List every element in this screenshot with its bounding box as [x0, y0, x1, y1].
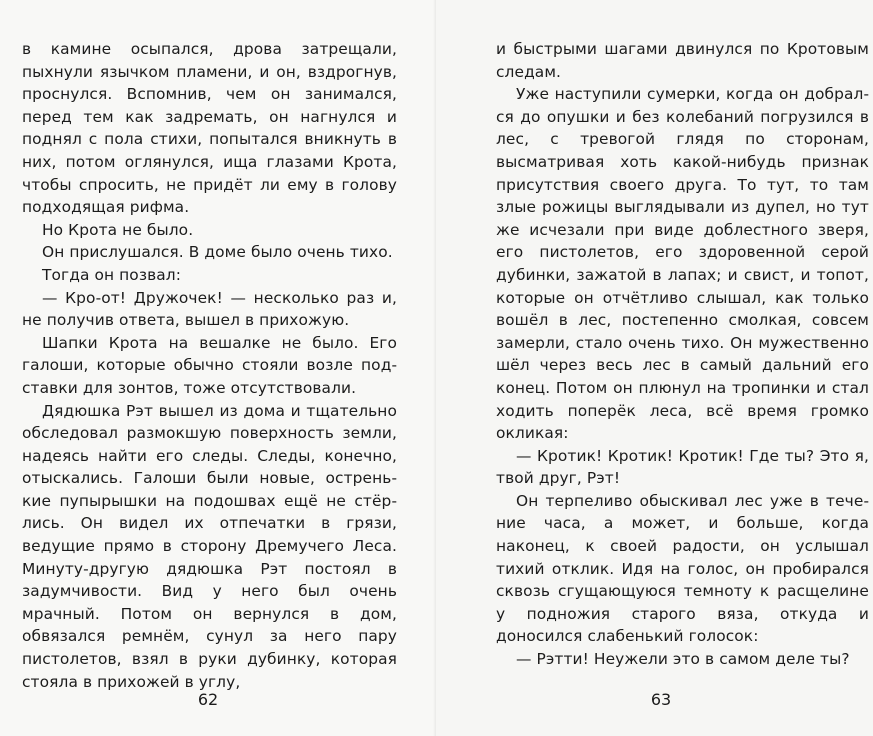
- page-number: 62: [197, 690, 219, 709]
- paragraph: Шапки Крота на вешалке не было. Его галоши, которые обычно стояли возле подставки для зонтов, тоже отсутствовали.: [22, 333, 397, 397]
- paragraph: Он прислушался. В доме было очень тихо.: [42, 243, 393, 262]
- paragraph: в камине осыпался, дрова затрещали, пыхнули язычком пламени, и он, вздрогнув, проснулся. Вспомнив, чем он занимался, перед тем как задремать, он нагнулся и поднял с пола стихи, попытался вникнуть в них, потом оглянулся, ища глазами Крота, чтобы спросить, не придёт ли ему в голову подходящая рифма.: [22, 40, 397, 217]
- page-number: 63: [650, 690, 672, 709]
- left-page-text: [22, 38, 397, 693]
- paragraph: и быстрыми шагами двинулся по Кротовым следам.: [496, 40, 869, 81]
- paragraph: — Кротик! Кротик! Кротик! Где ты? Это я, твой друг, Рэт!: [496, 446, 869, 488]
- paragraph: Дядюшка Рэт вышел из дома и тщательно обследовал размокшую поверхность земли, надеясь найти его следы. Следы, конечно, отыскались. Галоши были новые, остренькие пупырышки на подошвах ещё не стёрлись. Он видел их отпечатки в грязи, ведущие прямо в сторону Дремучего Леса. Минуту-другую дядюшка Рэт постоял в задумчивости. Вид у него был очень мрачный. Потом он вернулся в дом, обвязался ремнём, сунул за него пару пистолетов, взял в руки дубинку, которая стояла в прихожей в углу,: [22, 401, 397, 691]
- paragraph: Но Крота не было.: [42, 220, 194, 239]
- right-page: [436, 0, 873, 736]
- paragraph: Он терпеливо обыскивал лес уже в течение часа, а может, и больше, когда наконец, к своей радости, он услышал тихий отклик. Идя на голос, он пробирался сквозь сгущающуюся темноту к расщелине у подножия старого вяза, откуда и доносился слабенький голосок:: [496, 491, 869, 646]
- paragraph: Тогда он позвал:: [42, 265, 182, 284]
- paragraph: — Кро-от! Дружочек! — несколько раз и, не получив ответа, вышел в прихожую.: [22, 288, 397, 330]
- paragraph: — Рэтти! Неужели это в самом деле ты?: [516, 650, 850, 669]
- right-page-text: [496, 38, 869, 671]
- left-page: [0, 0, 436, 736]
- paragraph: Уже наступили сумерки, когда он добрался до опушки и без колебаний погрузился в лес, с тревогой глядя по сторонам, высматривая хоть какой-нибудь признак присутствия своего друга. То тут, то там злые рожицы выглядывали из дупел, но тут же исчезали при виде доблестного зверя, его пистолетов, его здоровенной серой дубинки, зажатой в лапах; и свист, и топот, которые он отчётливо слышал, как только вошёл в лес, постепенно смолкая, совсем замерли, стало очень тихо. Он мужественно шёл через весь лес в самый дальний его конец. Потом он плюнул на тропинки и стал ходить поперёк леса, всё время громко окликая:: [496, 85, 869, 443]
